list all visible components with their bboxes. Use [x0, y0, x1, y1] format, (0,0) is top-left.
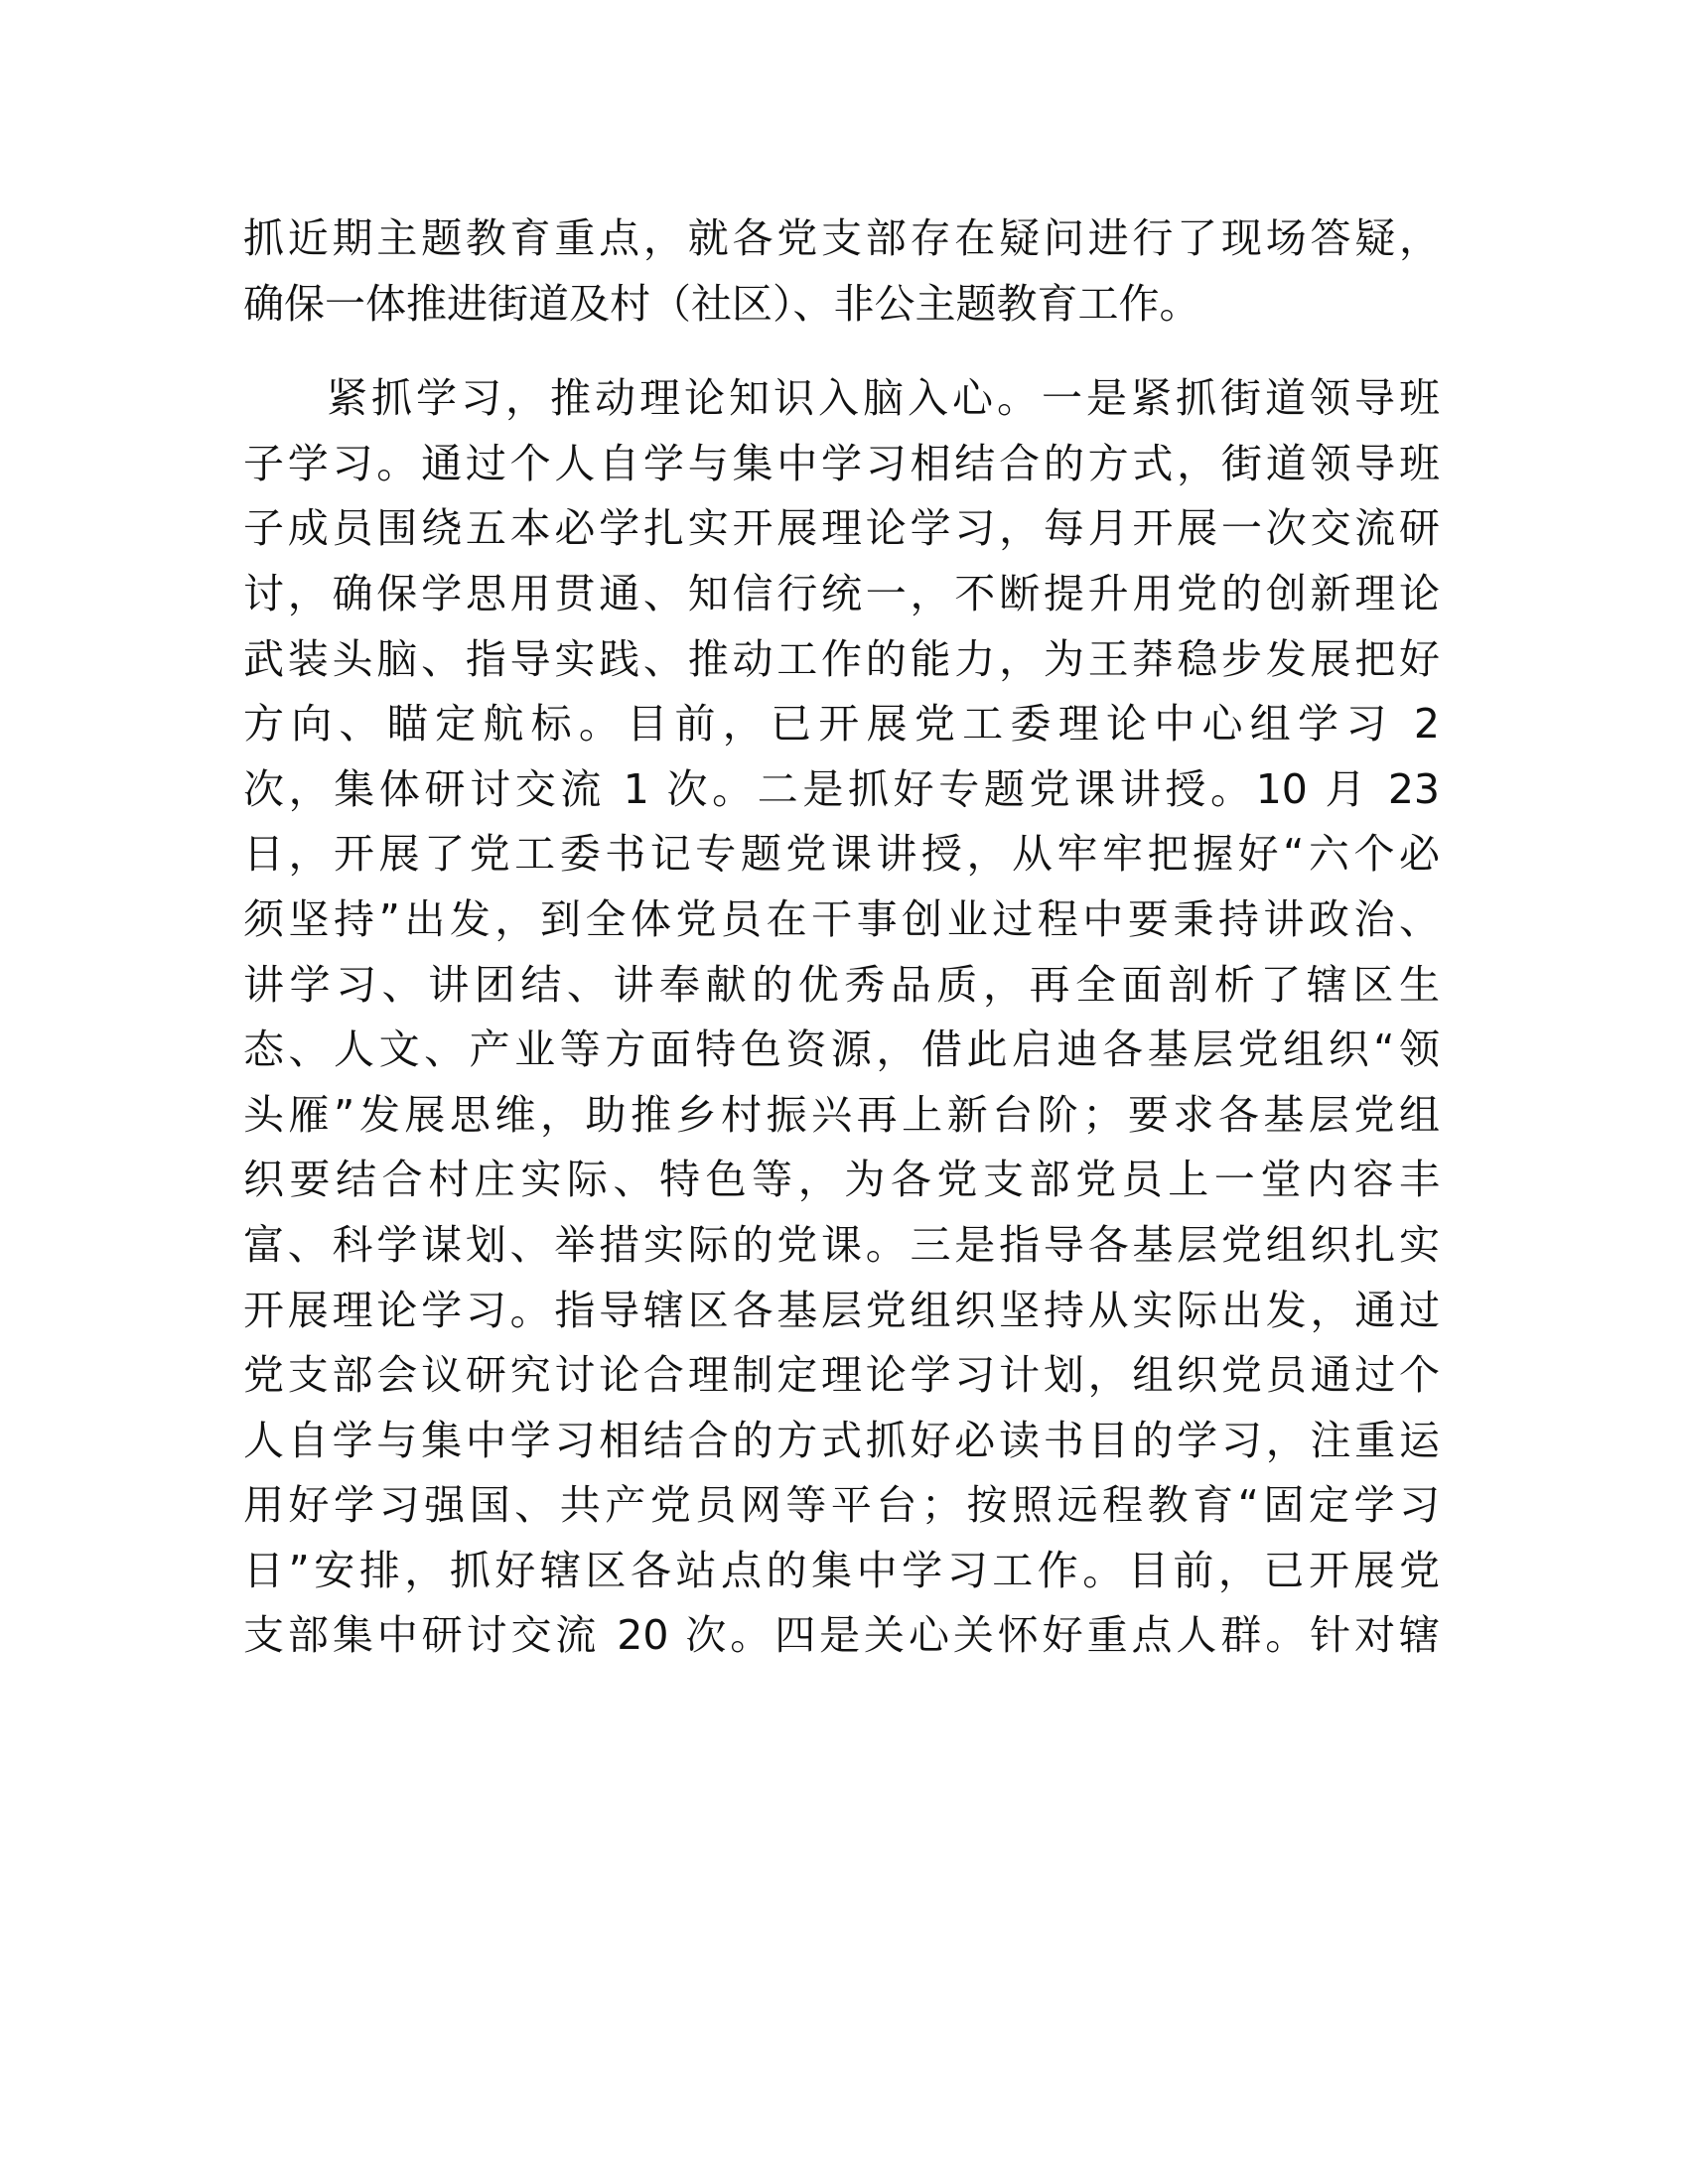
text-line: 子学习。通过个人自学与集中学习相结合的方式，街道领导班 — [243, 439, 1440, 487]
text-line: 人自学与集中学习相结合的方式抓好必读书目的学习，注重运 — [243, 1416, 1440, 1464]
text-line: 日”安排，抓好辖区各站点的集中学习工作。目前，已开展党 — [243, 1546, 1440, 1594]
text-line: 确保一体推进街道及村（社区）、非公主题教育工作。 — [243, 279, 1200, 328]
text-line: 支部集中研讨交流 20 次。四是关心关怀好重点人群。针对辖 — [243, 1611, 1440, 1660]
document-body — [243, 206, 1440, 1669]
paragraph-1 — [243, 206, 1440, 337]
text-line: 方向、瞄定航标。目前，已开展党工委理论中心组学习 2 — [243, 700, 1440, 749]
text-line: 须坚持”出发，到全体党员在干事创业过程中要秉持讲政治、 — [243, 894, 1440, 943]
text-line: 党支部会议研究讨论合理制定理论学习计划，组织党员通过个 — [243, 1351, 1440, 1400]
text-line: 开展理论学习。指导辖区各基层党组织坚持从实际出发，通过 — [243, 1286, 1440, 1334]
text-line: 武装头脑、指导实践、推动工作的能力，为王莽稳步发展把好 — [243, 634, 1440, 683]
text-line: 抓近期主题教育重点，就各党支部存在疑问进行了现场答疑， — [243, 214, 1440, 262]
text-line: 子成员围绕五本必学扎实开展理论学习，每月开展一次交流研 — [243, 504, 1440, 553]
text-line: 头雁”发展思维，助推乡村振兴再上新台阶；要求各基层党组 — [243, 1090, 1440, 1139]
text-line: 富、科学谋划、举措实际的党课。三是指导各基层党组织扎实 — [243, 1220, 1440, 1269]
text-line: 讲学习、讲团结、讲奉献的优秀品质，再全面剖析了辖区生 — [243, 960, 1440, 1009]
text-line: 用好学习强国、共产党员网等平台；按照远程教育“固定学习 — [243, 1481, 1440, 1530]
text-line: 次，集体研讨交流 1 次。二是抓好专题党课讲授。10 月 23 — [243, 764, 1440, 813]
text-line: 态、人文、产业等方面特色资源，借此启迪各基层党组织“领 — [243, 1025, 1440, 1074]
paragraph-spacing — [243, 337, 1440, 366]
paragraph-2 — [243, 366, 1440, 1669]
text-line: 日，开展了党工委书记专题党课讲授，从牢牢把握好“六个必 — [243, 830, 1440, 879]
text-line: 紧抓学习，推动理论知识入脑入心。一是紧抓街道领导班 — [327, 374, 1440, 423]
text-line: 织要结合村庄实际、特色等，为各党支部党员上一堂内容丰 — [243, 1156, 1440, 1204]
text-line: 讨，确保学思用贯通、知信行统一，不断提升用党的创新理论 — [243, 569, 1440, 617]
